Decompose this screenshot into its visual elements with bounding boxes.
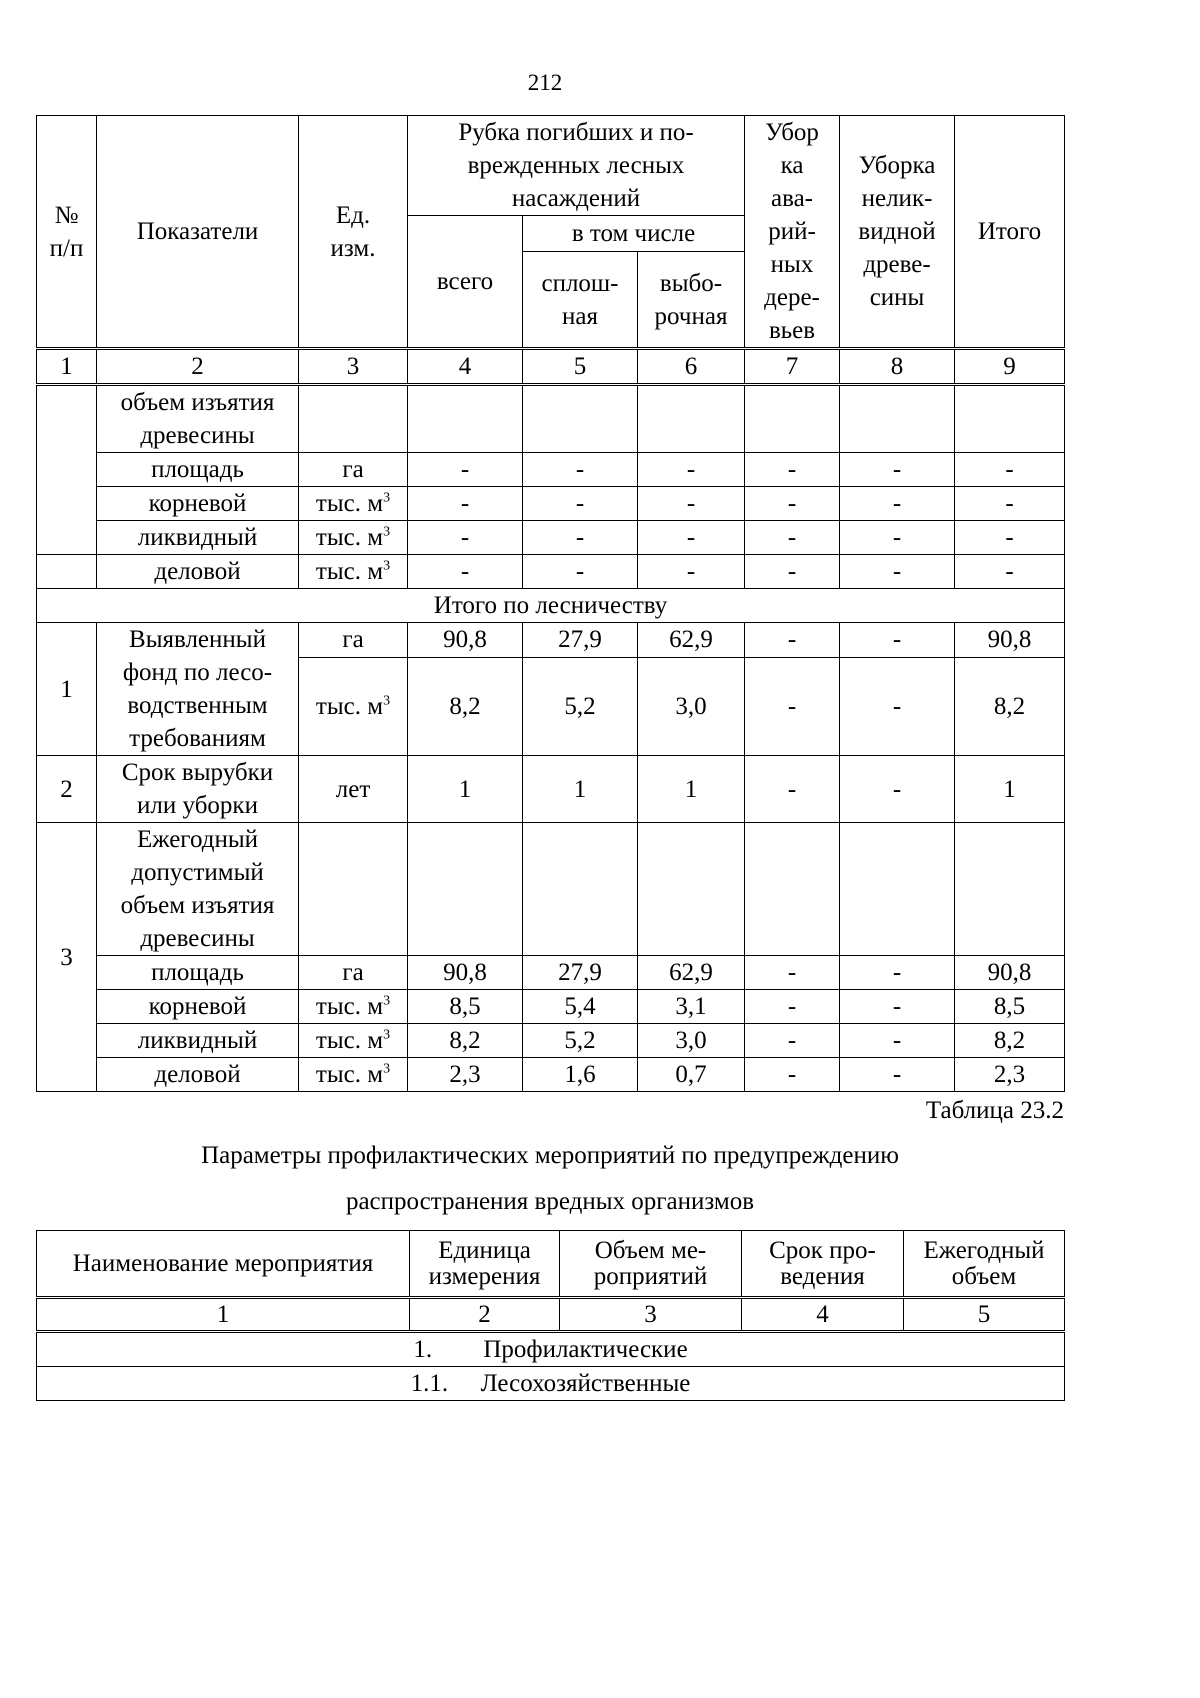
header-including: в том числе bbox=[523, 216, 745, 252]
row-value: - bbox=[523, 521, 638, 555]
row-value: - bbox=[840, 956, 955, 990]
row-unit: га bbox=[299, 623, 408, 658]
row-value: - bbox=[745, 555, 840, 589]
row-value: 5,2 bbox=[523, 657, 638, 755]
row-value: - bbox=[955, 555, 1065, 589]
unit-sup: 3 bbox=[383, 524, 391, 540]
row-unit bbox=[299, 1058, 408, 1092]
row-value: - bbox=[955, 453, 1065, 487]
col-number: 2 bbox=[97, 349, 299, 385]
unit-sup: 3 bbox=[383, 1027, 391, 1043]
row-value: 8,2 bbox=[408, 657, 523, 755]
section-number: 1.1. bbox=[410, 1369, 449, 1397]
section-row bbox=[37, 1367, 1065, 1401]
unit-text: тыс. м bbox=[315, 490, 384, 517]
row-num-cell bbox=[37, 385, 97, 555]
row-value: 2,3 bbox=[408, 1058, 523, 1092]
col-number: 8 bbox=[840, 349, 955, 385]
row-unit bbox=[299, 823, 408, 956]
row-unit bbox=[299, 487, 408, 521]
table-label: Таблица 23.2 bbox=[925, 1097, 1064, 1124]
row-value: - bbox=[745, 1024, 840, 1058]
row-num: 2 bbox=[37, 756, 97, 823]
header-annual-volume: Ежегодный объем bbox=[904, 1231, 1065, 1298]
unit-text: тыс. м bbox=[315, 1027, 384, 1054]
row-unit: лет bbox=[299, 756, 408, 823]
row-unit bbox=[299, 555, 408, 589]
row-value: 62,9 bbox=[638, 956, 745, 990]
col-number: 3 bbox=[299, 349, 408, 385]
row-value: 1 bbox=[955, 756, 1065, 823]
row-value bbox=[840, 385, 955, 453]
row-value: - bbox=[840, 990, 955, 1024]
col-number: 5 bbox=[904, 1298, 1065, 1332]
row-value bbox=[408, 823, 523, 956]
unit-text: тыс. м bbox=[315, 993, 384, 1020]
row-value bbox=[638, 823, 745, 956]
unit-text: тыс. м bbox=[315, 558, 384, 585]
row-unit bbox=[299, 1024, 408, 1058]
row-value: - bbox=[840, 453, 955, 487]
section-title: Лесохозяйственные bbox=[480, 1369, 691, 1397]
header-volume: Объем ме- роприятий bbox=[560, 1231, 742, 1298]
row-value bbox=[408, 385, 523, 453]
header-selective: выбо- рочная bbox=[638, 252, 745, 349]
header-emergency: Убор ка ава- рий- ных дере- вьев bbox=[745, 116, 840, 349]
row-value: - bbox=[408, 521, 523, 555]
row-value: 2,3 bbox=[955, 1058, 1065, 1092]
header-indicators: Показатели bbox=[97, 116, 299, 349]
row-indicator: Выявленный фонд по лесо- водственным требованиям bbox=[97, 623, 299, 756]
col-number: 1 bbox=[37, 349, 97, 385]
col-number: 4 bbox=[408, 349, 523, 385]
row-value: - bbox=[745, 521, 840, 555]
col-number: 9 bbox=[955, 349, 1065, 385]
row-value: - bbox=[523, 487, 638, 521]
col-number: 3 bbox=[560, 1298, 742, 1332]
row-value: 0,7 bbox=[638, 1058, 745, 1092]
unit-text: тыс. м bbox=[315, 692, 384, 720]
header-total: Итого bbox=[955, 116, 1065, 349]
row-indicator: площадь bbox=[97, 453, 299, 487]
section-row bbox=[37, 1332, 1065, 1367]
forest-cutting-table bbox=[36, 115, 1065, 1092]
row-value: 5,4 bbox=[523, 990, 638, 1024]
table-caption-line-2: распространения вредных организмов bbox=[345, 1188, 755, 1215]
prevention-measures-table bbox=[36, 1230, 1065, 1401]
col-number: 4 bbox=[742, 1298, 904, 1332]
row-value: - bbox=[840, 487, 955, 521]
row-num: 3 bbox=[37, 823, 97, 1092]
row-value: 62,9 bbox=[638, 623, 745, 658]
col-number: 2 bbox=[410, 1298, 560, 1332]
row-value: - bbox=[745, 1058, 840, 1092]
row-value bbox=[523, 385, 638, 453]
row-value: - bbox=[745, 657, 840, 755]
col-number: 7 bbox=[745, 349, 840, 385]
row-value bbox=[523, 823, 638, 956]
unit-text: тыс. м bbox=[315, 1061, 384, 1088]
row-indicator: Срок вырубки или уборки bbox=[97, 756, 299, 823]
row-value: 90,8 bbox=[408, 623, 523, 658]
row-value: 1,6 bbox=[523, 1058, 638, 1092]
row-unit: га bbox=[299, 453, 408, 487]
header-solid: сплош- ная bbox=[523, 252, 638, 349]
row-indicator: деловой bbox=[97, 555, 299, 589]
row-value: 90,8 bbox=[408, 956, 523, 990]
row-value: - bbox=[955, 521, 1065, 555]
row-value: - bbox=[638, 555, 745, 589]
row-value bbox=[638, 385, 745, 453]
row-value: 3,1 bbox=[638, 990, 745, 1024]
row-indicator: корневой bbox=[97, 990, 299, 1024]
row-value: - bbox=[745, 487, 840, 521]
row-value: 3,0 bbox=[638, 657, 745, 755]
row-value: 1 bbox=[638, 756, 745, 823]
section-number: 1. bbox=[413, 1335, 433, 1363]
row-value: 90,8 bbox=[955, 956, 1065, 990]
table-caption-line-1: Параметры профилактических мероприятий по предупреждению bbox=[201, 1142, 899, 1169]
row-value: - bbox=[840, 623, 955, 658]
row-value: - bbox=[840, 555, 955, 589]
row-value: 5,2 bbox=[523, 1024, 638, 1058]
row-value: - bbox=[638, 487, 745, 521]
row-value: - bbox=[745, 956, 840, 990]
row-indicator: ликвидный bbox=[97, 1024, 299, 1058]
row-indicator: ликвидный bbox=[97, 521, 299, 555]
row-value: 1 bbox=[408, 756, 523, 823]
row-value: 27,9 bbox=[523, 956, 638, 990]
row-indicator: объем изъятия древесины bbox=[97, 385, 299, 453]
header-unit: Единица измерения bbox=[410, 1231, 560, 1298]
row-indicator: корневой bbox=[97, 487, 299, 521]
col-number: 1 bbox=[37, 1298, 410, 1332]
row-unit: га bbox=[299, 956, 408, 990]
row-unit bbox=[299, 385, 408, 453]
row-value: - bbox=[840, 756, 955, 823]
row-value: 8,2 bbox=[408, 1024, 523, 1058]
row-indicator: площадь bbox=[97, 956, 299, 990]
unit-sup: 3 bbox=[383, 558, 391, 574]
unit-sup: 3 bbox=[383, 1061, 391, 1077]
header-total-all: всего bbox=[408, 216, 523, 349]
unit-sup: 3 bbox=[383, 490, 391, 506]
row-value bbox=[840, 823, 955, 956]
row-value: 1 bbox=[523, 756, 638, 823]
row-value bbox=[955, 823, 1065, 956]
row-value: - bbox=[523, 555, 638, 589]
row-value: - bbox=[408, 453, 523, 487]
row-value: 8,5 bbox=[408, 990, 523, 1024]
row-value: - bbox=[638, 453, 745, 487]
row-unit bbox=[299, 521, 408, 555]
row-value: - bbox=[638, 521, 745, 555]
col-number: 5 bbox=[523, 349, 638, 385]
row-indicator: деловой bbox=[97, 1058, 299, 1092]
row-value: - bbox=[745, 756, 840, 823]
row-value: 3,0 bbox=[638, 1024, 745, 1058]
row-value: 27,9 bbox=[523, 623, 638, 658]
row-value: - bbox=[840, 657, 955, 755]
row-indicator: Ежегодный допустимый объем изъятия древесины bbox=[97, 823, 299, 956]
header-illiquid: Уборка нелик- видной древе- сины bbox=[840, 116, 955, 349]
header-period: Срок про- ведения bbox=[742, 1231, 904, 1298]
row-unit bbox=[299, 990, 408, 1024]
row-value bbox=[745, 823, 840, 956]
row-value bbox=[745, 385, 840, 453]
row-value: - bbox=[840, 1024, 955, 1058]
col-number: 6 bbox=[638, 349, 745, 385]
header-num: № п/п bbox=[37, 116, 97, 349]
row-value: - bbox=[955, 487, 1065, 521]
unit-text: тыс. м bbox=[315, 524, 384, 551]
header-cutting: Рубка погибших и по- врежденных лесных насаждений bbox=[408, 116, 745, 216]
header-unit: Ед. изм. bbox=[299, 116, 408, 349]
row-value: - bbox=[408, 487, 523, 521]
row-unit bbox=[299, 657, 408, 755]
row-value: - bbox=[523, 453, 638, 487]
row-value: - bbox=[745, 453, 840, 487]
row-value: - bbox=[745, 990, 840, 1024]
row-value bbox=[955, 385, 1065, 453]
row-num-cell bbox=[37, 555, 97, 589]
row-value: - bbox=[840, 1058, 955, 1092]
row-value: 8,2 bbox=[955, 1024, 1065, 1058]
unit-sup: 3 bbox=[383, 993, 391, 1009]
row-value: 8,2 bbox=[955, 657, 1065, 755]
row-value: - bbox=[840, 521, 955, 555]
row-value: - bbox=[408, 555, 523, 589]
unit-sup: 3 bbox=[383, 693, 391, 709]
row-value: - bbox=[745, 623, 840, 658]
section-title: Профилактические bbox=[483, 1335, 688, 1363]
row-value: 8,5 bbox=[955, 990, 1065, 1024]
page-number: 212 bbox=[527, 70, 563, 95]
header-measure-name: Наименование мероприятия bbox=[37, 1231, 410, 1298]
row-num: 1 bbox=[37, 623, 97, 756]
row-value: 90,8 bbox=[955, 623, 1065, 658]
forestry-total-heading: Итого по лесничеству bbox=[37, 589, 1065, 623]
